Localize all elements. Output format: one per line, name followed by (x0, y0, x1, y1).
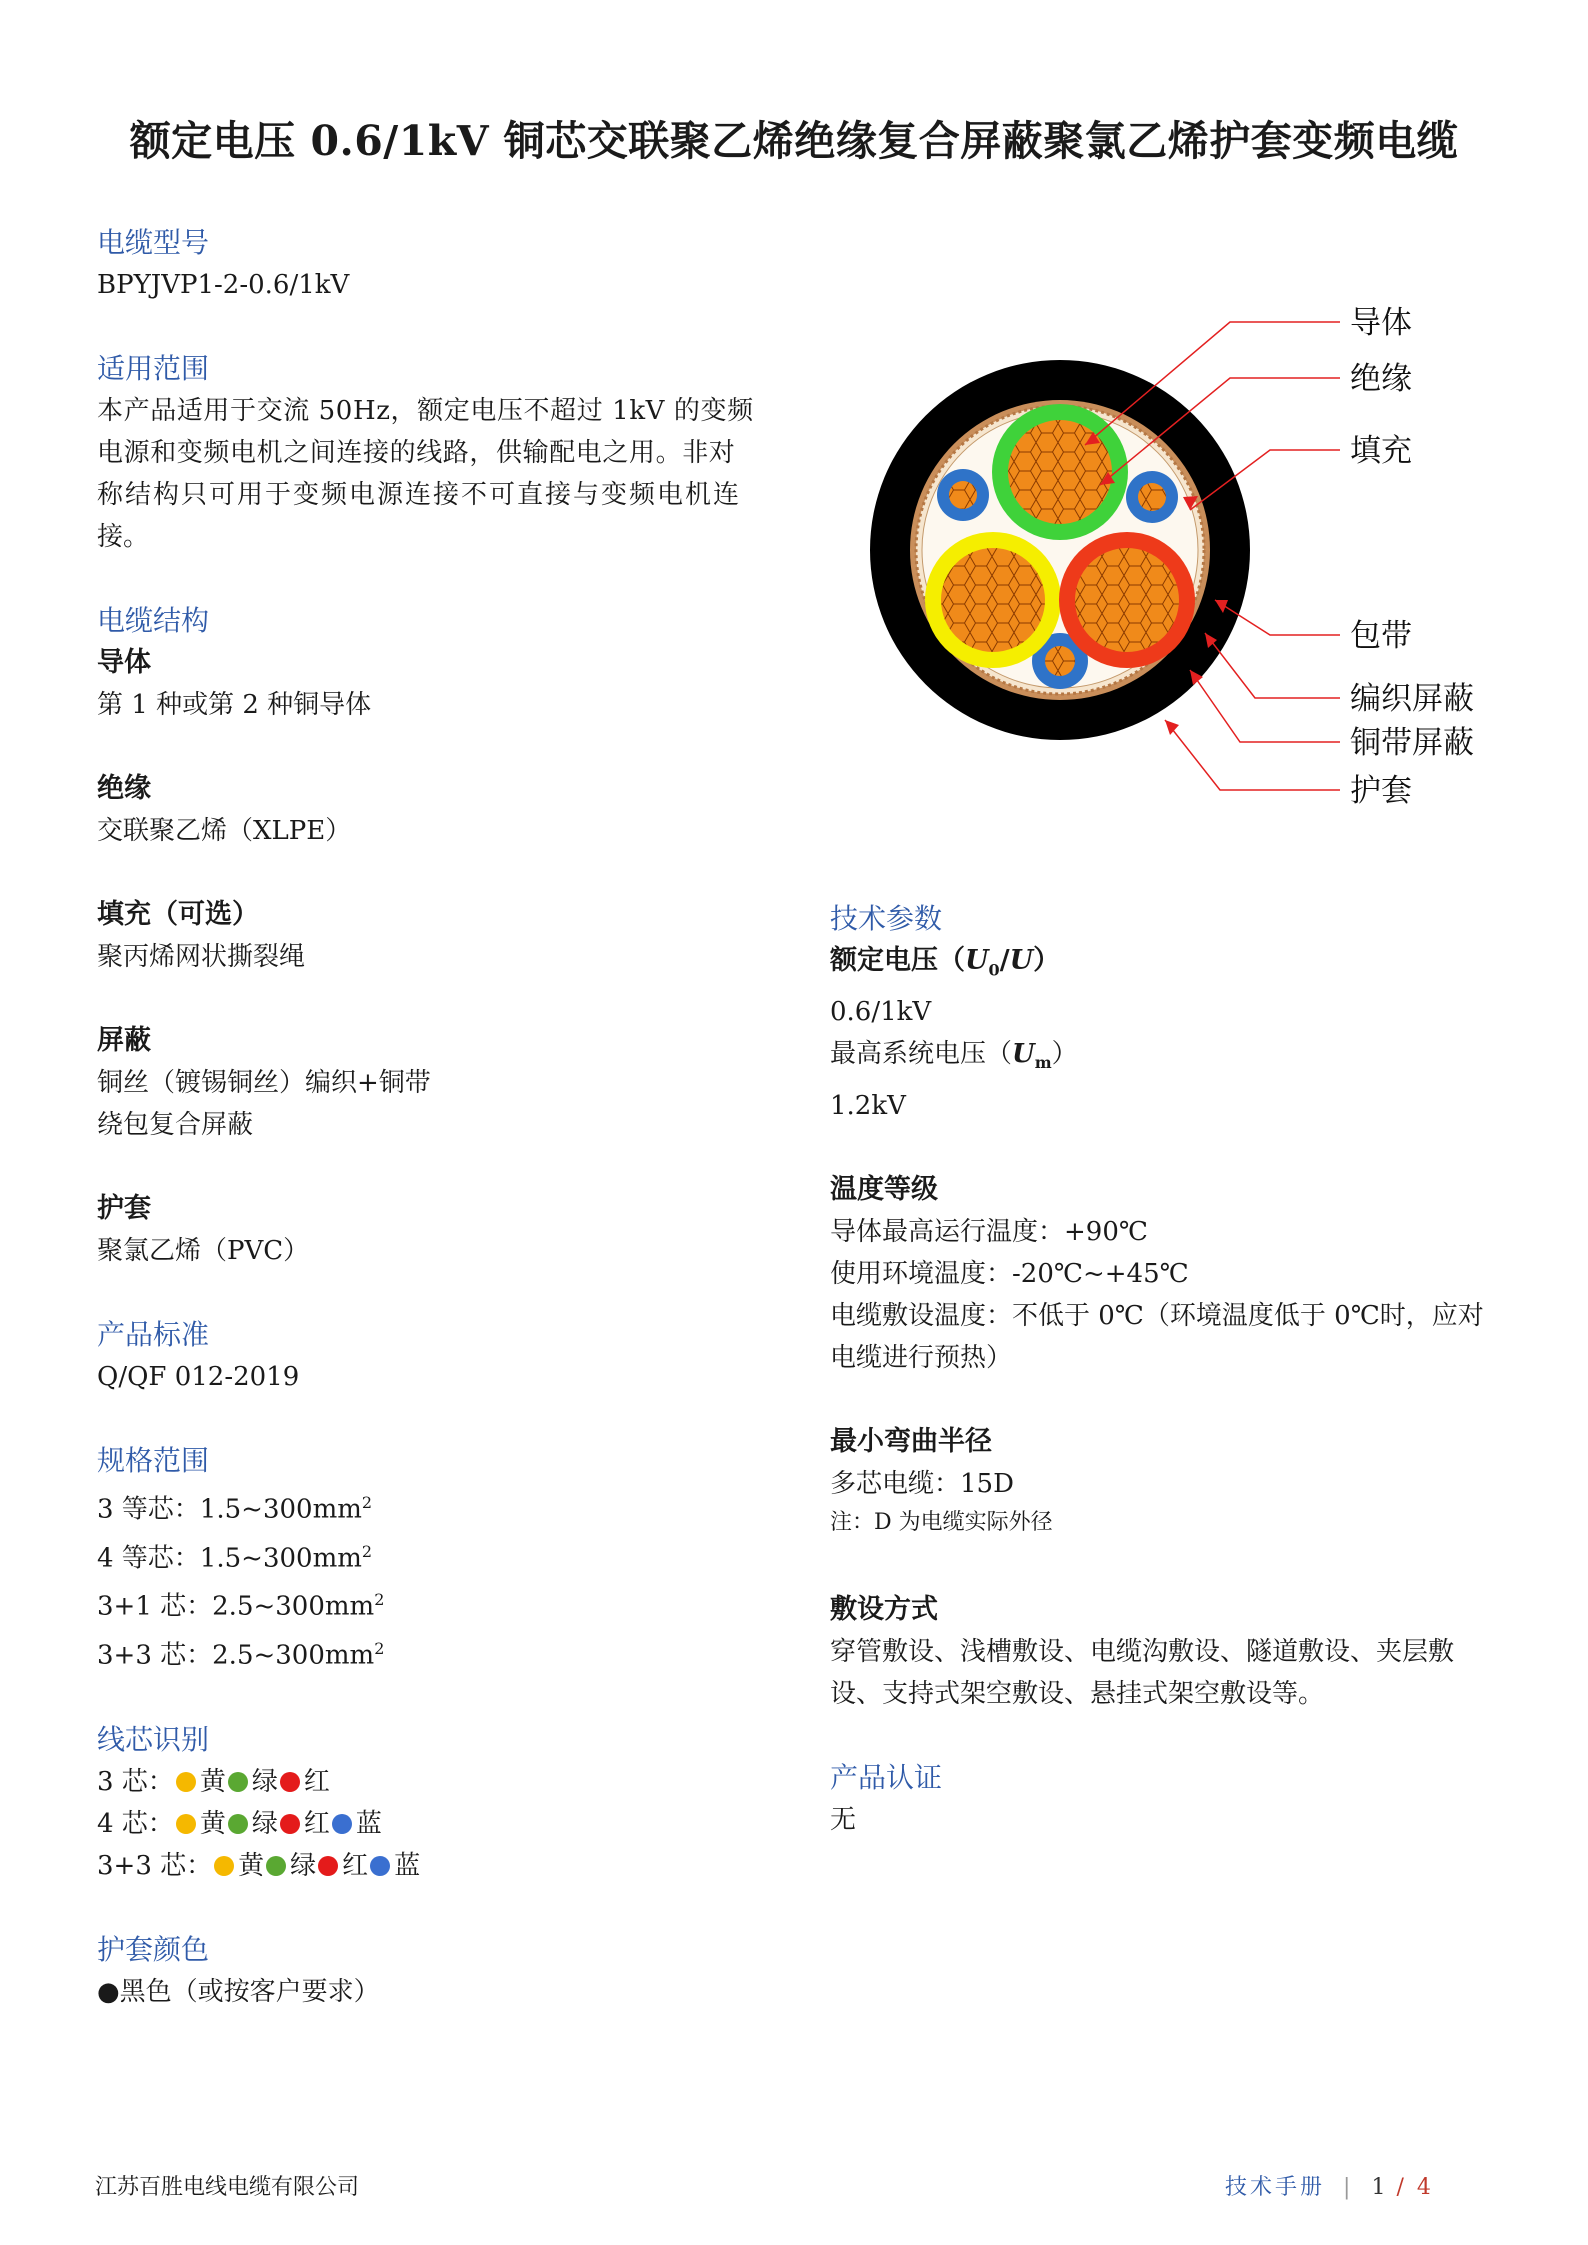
page-title: 额定电压 0.6/1kV 铜芯交联聚乙烯绝缘复合屏蔽聚氯乙烯护套变频电缆 (129, 117, 1459, 165)
laying-line: 设、支持式架空敷设、悬挂式架空敷设等。 (830, 1678, 1325, 1709)
blue-core (1126, 471, 1178, 523)
tech-heading: 技术参数 (830, 902, 943, 935)
bend-value: 多芯电缆：15D (830, 1468, 1014, 1499)
jacket-color-heading: 护套颜色 (97, 1932, 210, 1966)
max-voltage-value: 1.2kV (830, 1090, 906, 1121)
red-dot-icon (280, 1772, 300, 1792)
model-value: BPYJVP1-2-0.6/1kV (97, 270, 350, 300)
bend-heading: 最小弯曲半径 (830, 1425, 992, 1457)
temp-line: 电缆进行预热） (830, 1342, 1013, 1373)
label-braid-shield: 编织屏蔽 (1350, 681, 1474, 717)
red-dot-icon (280, 1814, 300, 1834)
spec-line: 3+1 芯：$2.5\sim 300mm^2$ (97, 1590, 385, 1622)
label-insulation: 绝缘 (1350, 361, 1412, 397)
footer-separator: | (1343, 2175, 1354, 2200)
spec-line: 3+3 芯：$2.5\sim 300mm^2$ (97, 1638, 385, 1671)
shield-line: 绕包复合屏蔽 (97, 1110, 254, 1140)
max-voltage-label: 最高系统电压$(U_m)$ (830, 1039, 1078, 1073)
temp-line: 电缆敷设温度：不低于 0℃（环境温度低于 0℃时，应对 (830, 1300, 1484, 1331)
blue-core (937, 469, 989, 521)
label-tape: 包带 (1350, 618, 1412, 654)
blue-dot-icon (370, 1856, 390, 1876)
spec-heading: 规格范围 (97, 1444, 210, 1477)
left-column (97, 222, 817, 2013)
footer-page-total: / 4 (1396, 2175, 1434, 2200)
sheath-heading: 护套 (97, 1193, 151, 1224)
laying-line: 穿管敷设、浅槽敷设、电缆沟敷设、隧道敷设、夹层敷 (830, 1636, 1455, 1667)
footer-page-current: 1 (1371, 2175, 1387, 2200)
temp-line: 导体最高运行温度：+90℃ (830, 1216, 1148, 1247)
red-dot-icon (318, 1856, 338, 1876)
spec-line: 3 等芯：$1.5\sim 300mm^2$ (97, 1493, 373, 1525)
yellow-dot-icon (176, 1814, 196, 1834)
filler-heading: 填充（可选） (97, 899, 259, 930)
label-filler: 填充 (1350, 433, 1412, 469)
shield-line: 铜丝（镀锡铜丝）编织+铜带 (97, 1068, 431, 1098)
core-id-line: 4 芯： 黄 绿 红 蓝 (97, 1808, 382, 1839)
sheath-value: 聚氯乙烯（PVC） (97, 1236, 310, 1266)
green-dot-icon (266, 1856, 286, 1876)
scope-line: 称结构只可用于变频电源连接不可直接与变频电机连 (97, 480, 742, 510)
scope-line: 接。 (97, 522, 150, 552)
right-column (830, 898, 1530, 1841)
filler-value: 聚丙烯网状撕裂绳 (97, 942, 306, 972)
yellow-core (925, 532, 1061, 668)
scope-heading: 适用范围 (97, 352, 210, 385)
label-copper-tape-shield: 铜带屏蔽 (1350, 725, 1474, 761)
footer-company: 江苏百胜电线电缆有限公司 (95, 2175, 360, 2200)
footer-page-info (1225, 2170, 1434, 2201)
conductor-value: 第 1 种或第 2 种铜导体 (97, 690, 372, 720)
standard-value: Q/QF 012-2019 (97, 1362, 300, 1392)
cert-value: 无 (830, 1804, 857, 1835)
scope-line: 电源和变频电机之间连接的线路，供输配电之用。非对 (97, 438, 736, 468)
cable-cross-section-diagram (860, 300, 1520, 830)
footer-manual-label: 技术手册 (1225, 2175, 1326, 2200)
label-conductor: 导体 (1350, 305, 1412, 341)
model-heading: 电缆型号 (97, 226, 210, 259)
rated-voltage-value: 0.6/1kV (830, 997, 932, 1028)
core-id-line: 3+3 芯： 黄 绿 红 蓝 (97, 1850, 421, 1881)
yellow-dot-icon (214, 1856, 234, 1876)
green-dot-icon (228, 1772, 248, 1792)
bend-note: 注：D 为电缆实际外径 (830, 1509, 1053, 1535)
insulation-value: 交联聚乙烯（XLPE） (97, 816, 352, 846)
jacket-color-value: ●黑色（或按客户要求） (97, 1976, 380, 2007)
blue-dot-icon (332, 1814, 352, 1834)
green-core (992, 404, 1128, 540)
standard-heading: 产品标准 (97, 1318, 210, 1351)
temp-line: 使用环境温度：-20℃~+45℃ (830, 1258, 1189, 1289)
structure-heading: 电缆结构 (97, 604, 210, 637)
rated-voltage-heading: 额定电压$(U_0/U)$ (830, 945, 1061, 980)
red-core (1059, 532, 1195, 668)
core-id-line: 3 芯： 黄 绿 红 (97, 1766, 330, 1797)
core-id-heading: 线芯识别 (97, 1722, 210, 1756)
yellow-dot-icon (176, 1772, 196, 1792)
cert-heading: 产品认证 (830, 1760, 943, 1794)
laying-heading: 敷设方式 (830, 1593, 938, 1625)
insulation-heading: 绝缘 (97, 773, 151, 804)
shield-heading: 屏蔽 (97, 1025, 151, 1056)
scope-line: 本产品适用于交流 50Hz，额定电压不超过 1kV 的变频 (97, 396, 754, 426)
spec-line: 4 等芯：$1.5\sim 300mm^2$ (97, 1541, 373, 1574)
green-dot-icon (228, 1814, 248, 1834)
conductor-heading: 导体 (97, 647, 151, 678)
label-sheath: 护套 (1350, 773, 1412, 809)
temp-heading: 温度等级 (830, 1173, 938, 1205)
